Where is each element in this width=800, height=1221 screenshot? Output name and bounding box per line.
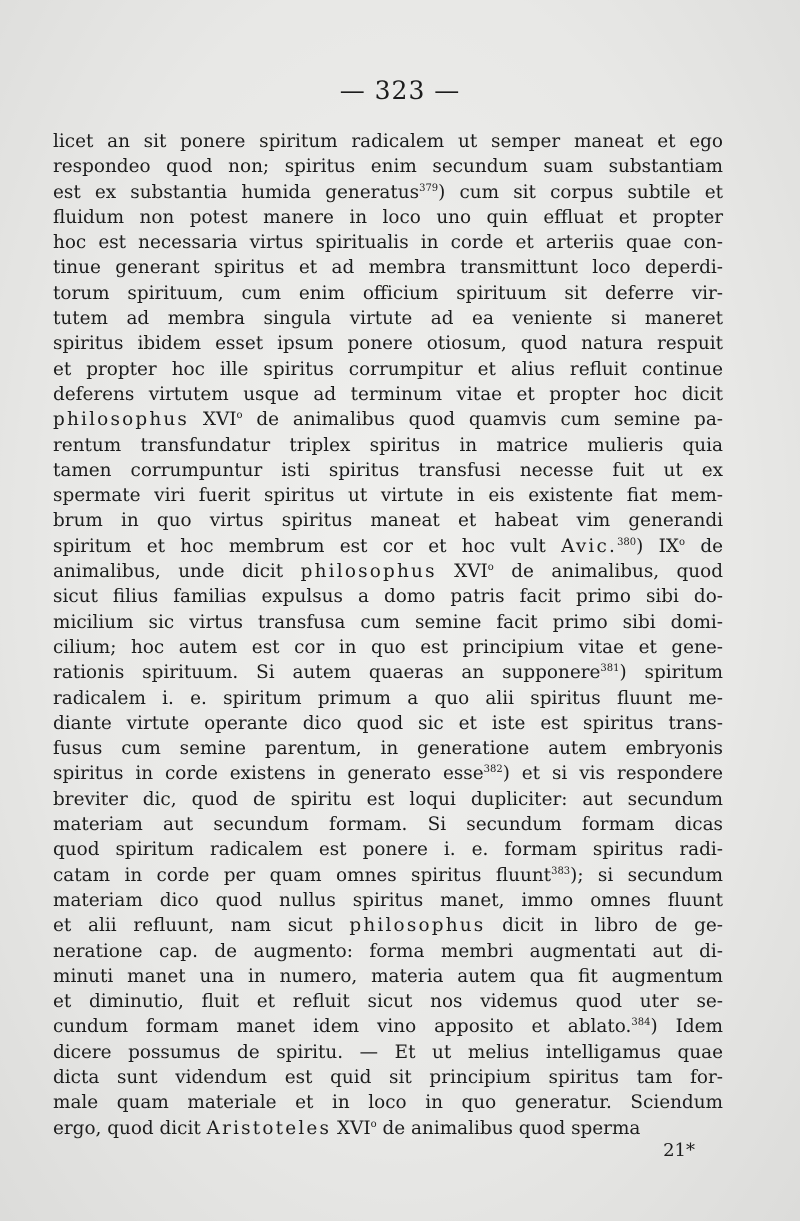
text-line: et propter hoc ille spiritus corrumpitur et alius refluit continue [53, 358, 723, 380]
text-line: hoc est necessaria virtus spiritualis in corde et arteriis quae con- [53, 232, 723, 254]
footnote-ref: o [487, 562, 494, 574]
text-line: dicta sunt videndum est quid sit principium spiritus tam for- [53, 1066, 723, 1088]
text-line: spiritum et hoc membrum est cor et hoc vult Avic.$^{380}$) $IX^o$ de [53, 535, 723, 557]
text-line: fluidum non potest manere in loco uno quin effluat et propter [53, 206, 723, 228]
text-line: cilium; hoc autem est cor in quo est principium vitae et gene- [53, 636, 723, 658]
text-line: rationis spirituum. Si autem quaeras an supponere$^{381}$) spiritum [53, 662, 723, 684]
text-line: licet an sit ponere spiritum radicalem ut semper maneat et ego [53, 131, 723, 152]
text-line: rentum transfundatur triplex spiritus in matrice mulieris quia [53, 434, 723, 456]
spaced-name: Avic. [561, 535, 618, 557]
footnote-ref: o [236, 410, 243, 422]
text-line: radicalem i. e. spiritum primum a quo alii spiritus fluunt me- [53, 687, 723, 709]
text-line: materiam dico quod nullus spiritus manet, immo omnes fluunt [53, 889, 723, 911]
footnote-ref: 383 [551, 865, 571, 877]
spaced-name: Aristoteles [206, 1117, 332, 1139]
text-line: tinue generant spiritus et ad membra transmittunt loco deperdi- [53, 257, 723, 279]
text-line: tamen corrumpuntur isti spiritus transfusi necesse fuit ut ex [53, 459, 723, 481]
spaced-name: philosophus [53, 409, 190, 431]
text-line: catam in corde per quam omnes spiritus fluunt$^{383}$); si secundum [53, 864, 723, 886]
text-line: diante virtute operante dico quod sic et iste est spiritus trans- [53, 712, 723, 734]
footnote-ref: 382 [483, 764, 503, 776]
text-line: spermate viri fuerit spiritus ut virtute in eis existente fiat mem- [53, 485, 723, 507]
text-line: cundum formam manet idem vino apposito et ablato.$^{384}$) Idem [53, 1016, 723, 1038]
footnote-ref: 380 [617, 536, 637, 548]
footnote-ref: o [679, 536, 686, 548]
body-text [53, 129, 723, 1141]
text-line: neratione cap. de augmento: forma membri augmentati aut di- [53, 940, 723, 962]
signature-mark: 21* [663, 1140, 695, 1161]
text-line: quod spiritum radicalem est ponere i. e. formam spiritus radi- [53, 839, 723, 861]
text-line: ergo, quod dicit Aristoteles XVI$^o$ de animalibus quod sperma [53, 1117, 641, 1139]
text-line: fusus cum semine parentum, in generatione autem embryonis [53, 738, 723, 760]
text-line: dicere possumus de spiritu. — Et ut melius intelligamus quae [53, 1041, 723, 1063]
footnote-ref: 384 [631, 1017, 651, 1029]
spaced-name: philosophus [349, 915, 486, 937]
text-line: sicut filius familias expulsus a domo patris facit primo sibi do- [53, 586, 723, 608]
spaced-name: philosophus [300, 561, 437, 583]
text-line: tutem ad membra singula virtute ad ea veniente si maneret [53, 308, 723, 330]
text-line: spiritus in corde existens in generato esse$^{382}$) et si vis respondere [53, 763, 723, 785]
text-line: brum in quo virtus spiritus maneat et habeat vim generandi [53, 510, 723, 532]
text-line: est ex substantia humida generatus$^{379}$) cum sit corpus subtile et [53, 181, 723, 203]
text-line: breviter dic, quod de spiritu est loqui dupliciter: aut secundum [53, 788, 723, 810]
footnote-ref: 381 [600, 663, 620, 675]
text-line: et alii refluunt, nam sicut philosophus dicit in libro de ge- [53, 915, 723, 937]
text-line: philosophus XVI$^o$ de animalibus quod quamvis cum semine pa- [53, 409, 723, 431]
footnote-ref: 379 [419, 182, 439, 194]
text-line: respondeo quod non; spiritus enim secundum suam substantiam [53, 156, 723, 178]
text-line: minuti manet una in numero, materia autem qua fit augmentum [53, 965, 723, 987]
footnote-ref: o [370, 1118, 377, 1130]
page-number: — 323 — [339, 76, 461, 105]
text-line: deferens virtutem usque ad terminum vitae et propter hoc dicit [53, 383, 723, 405]
text-line: materiam aut secundum formam. Si secundum formam dicas [53, 814, 723, 836]
text-line: spiritus ibidem esset ipsum ponere otiosum, quod natura respuit [53, 333, 723, 355]
text-line: animalibus, unde dicit philosophus XVI$^o$ de animalibus, quod [53, 561, 723, 583]
text-line: et diminutio, fluit et refluit sicut nos videmus quod uter se- [53, 991, 723, 1013]
text-line: micilium sic virtus transfusa cum semine facit primo sibi domi- [53, 611, 723, 633]
text-line: torum spirituum, cum enim officium spirituum sit deferre vir- [53, 282, 723, 304]
text-line: male quam materiale et in loco in quo generatur. Sciendum [53, 1092, 723, 1114]
